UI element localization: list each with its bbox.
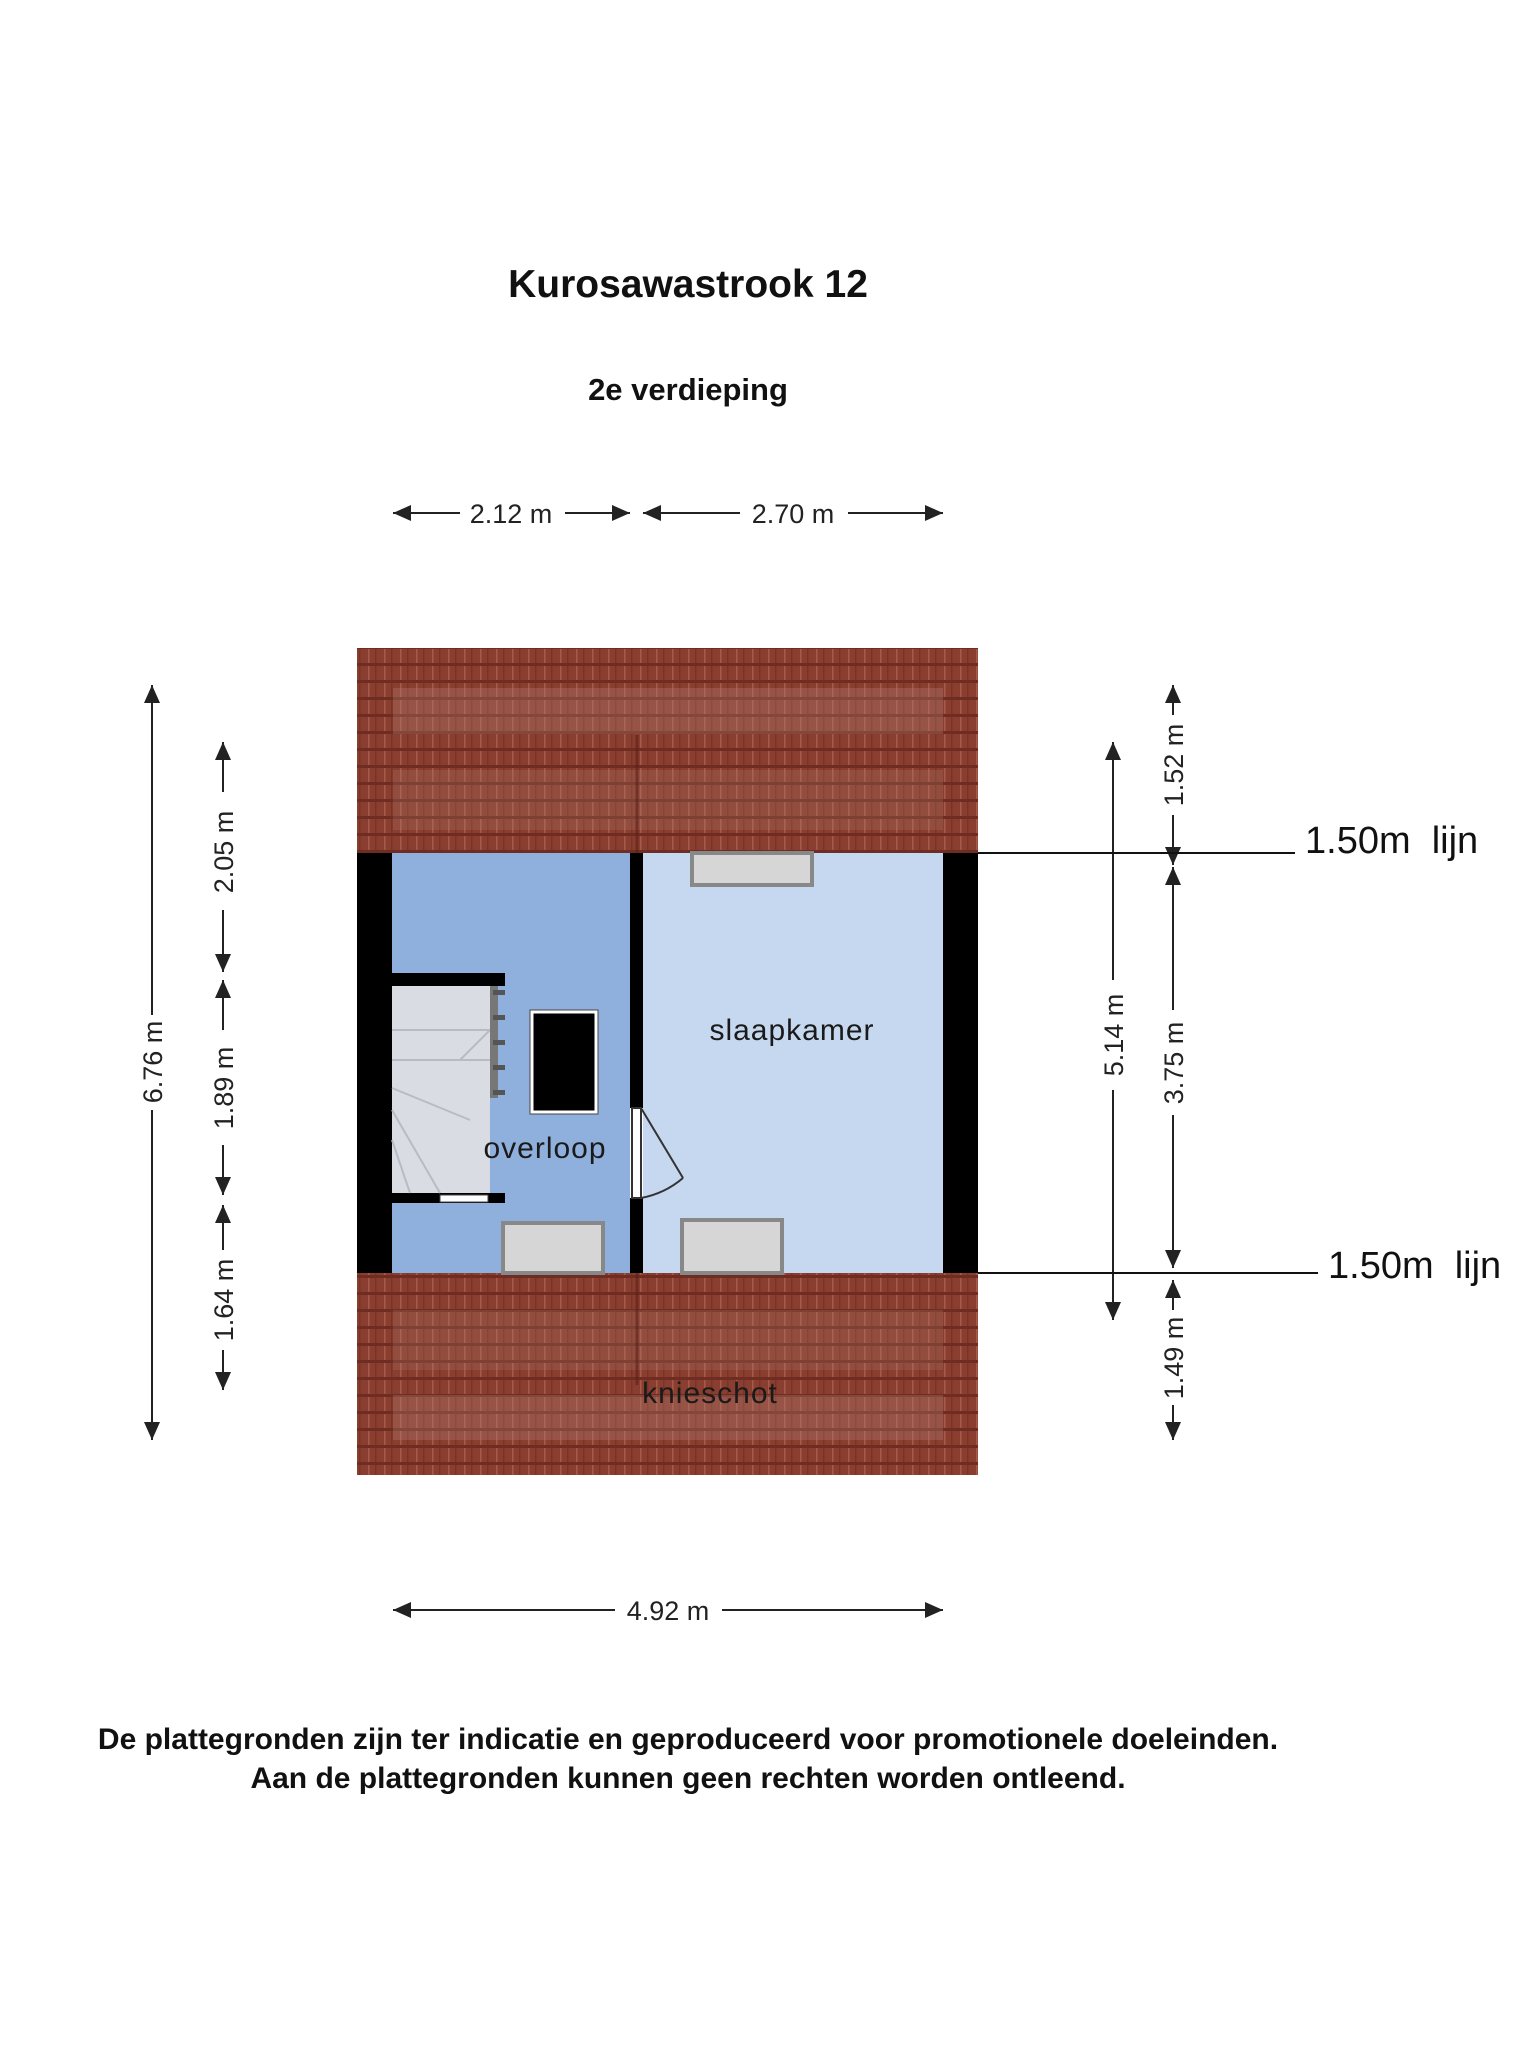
bedroom-floor xyxy=(643,853,943,1273)
attic-hatch-icon xyxy=(532,1012,596,1112)
dim-left-lower: 1.64 m xyxy=(209,1258,239,1342)
dim-right-upper: 1.52 m xyxy=(1159,723,1189,807)
dim-left-middle: 1.89 m xyxy=(209,1046,239,1130)
room-label-landing: overloop xyxy=(483,1132,607,1165)
room-label-kneewall: knieschot xyxy=(642,1377,778,1410)
lijn-lower-label: 1.50m lijn xyxy=(1328,1245,1502,1287)
dim-right-lower: 1.49 m xyxy=(1159,1316,1189,1400)
dim-right-inner: 5.14 m xyxy=(1099,993,1129,1077)
disclaimer-line-2: Aan de plattegronden kunnen geen rechten worden ontleend. xyxy=(250,1762,1126,1795)
disclaimer-line-1: De plattegronden zijn ter indicatie en geproduceerd voor promotionele doeleinden. xyxy=(97,1723,1279,1756)
wall-right xyxy=(943,853,978,1273)
dimension-top xyxy=(393,499,943,529)
roof-bottom xyxy=(357,1273,978,1475)
dim-left-upper: 2.05 m xyxy=(209,810,239,894)
plan-title: Kurosawastrook 12 xyxy=(508,263,868,306)
room-label-bedroom: slaapkamer xyxy=(709,1014,875,1047)
partition-wall xyxy=(630,853,643,1108)
dimension-right-segments xyxy=(1159,685,1189,1440)
lijn-upper-label: 1.50m lijn xyxy=(1305,820,1479,862)
dimension-left-segments xyxy=(209,742,239,1390)
dimension-right-inner xyxy=(1099,742,1129,1320)
disclaimer xyxy=(0,1720,1376,1798)
dim-left-total: 6.76 m xyxy=(138,1020,168,1104)
dim-top-left: 2.12 m xyxy=(469,499,553,529)
dimension-bottom xyxy=(393,1596,943,1626)
dimension-left-total xyxy=(138,685,168,1440)
staircase-icon xyxy=(392,973,505,1203)
wall-left xyxy=(357,853,392,1273)
height-line-upper xyxy=(978,820,1478,862)
dim-bottom-total: 4.92 m xyxy=(626,1596,710,1626)
floor-label: 2e verdieping xyxy=(588,372,788,407)
height-line-lower xyxy=(978,1245,1501,1287)
dim-right-middle: 3.75 m xyxy=(1159,1021,1189,1105)
dim-top-right: 2.70 m xyxy=(751,499,835,529)
